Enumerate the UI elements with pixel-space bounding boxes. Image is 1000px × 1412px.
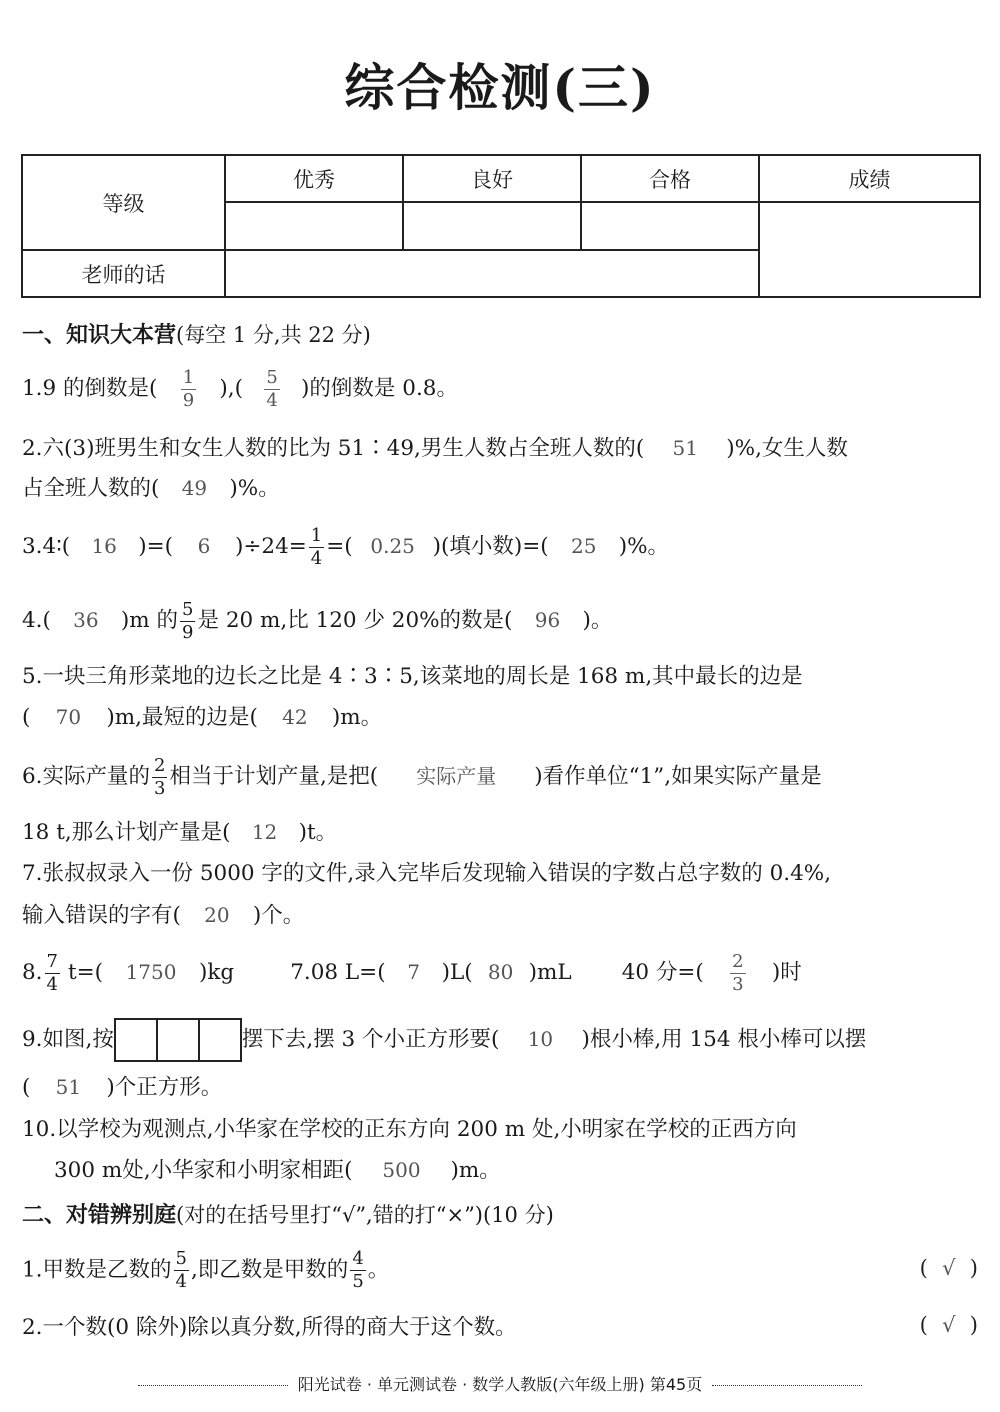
section-1-header: 一、知识大本营(每空 1 分,共 22 分)	[22, 322, 371, 348]
question-1: 1.9 的倒数是( $\frac{1}{9}$ ),( $\frac{5}{4}$ )的倒数是 0.8。	[22, 367, 458, 411]
question-8: 8. $\frac{7}{4}$ t=( 1750 )kg 7.08 L=( 7 )L( 80 )mL 40 分=( $\frac{2}{3}$ )时	[22, 950, 802, 995]
judge-2: 2.一个数(0 除外)除以真分数,所得的商大于这个数。	[22, 1315, 517, 1340]
grade-table	[21, 154, 981, 298]
question-6: 6.实际产量的 $\frac{2}{3}$ 相当于计划产量,是把( 实际产量 )看作单位“1”,如果实际产量是	[22, 754, 822, 799]
page-title: 综合检测(三)	[344, 58, 656, 117]
question-7: 7.张叔叔录入一份 5000 字的文件,录入完毕后发现输入错误的字数占总字数的 0.4%,	[22, 861, 832, 886]
section-2-header: 二、对错辨别庭(对的在括号里打“√”,错的打“×”)(10 分)	[22, 1202, 554, 1228]
question-2-line-2: 占全班人数的( 49 )%。	[22, 468, 982, 509]
judge-1-answer[interactable]: ( √ )	[919, 1256, 978, 1280]
square-sticks-figure	[114, 1018, 242, 1062]
score-header: 成绩	[759, 155, 980, 202]
good-header: 良好	[403, 155, 581, 202]
question-3: 3.4∶( 16 )=( 6 )÷24= $\frac{1}{4}$ =( 0.25 )(填小数)=( 25 )%。	[22, 524, 670, 569]
level-header: 等级	[22, 155, 225, 250]
question-5-line-2: ( 70 )m,最短的边是( 42 )m。	[22, 705, 383, 730]
pass-cell[interactable]	[581, 202, 759, 250]
question-6-line-2: 18 t,那么计划产量是( 12 )t。	[22, 820, 338, 845]
page-footer: 阳光试卷 · 单元测试卷 · 数学人教版(六年级上册) 第45页	[0, 1372, 1000, 1395]
question-5: 5.一块三角形菜地的边长之比是 4∶3∶5,该菜地的周长是 168 m,其中最长的边是	[22, 664, 803, 689]
question-7-line-2: 输入错误的字有( 20 )个。	[22, 903, 305, 928]
pass-header: 合格	[581, 155, 759, 202]
question-9: 9.如图,按 摆下去,摆 3 个小正方形要( 10 )根小棒,用 154 根小棒可以摆	[22, 1018, 982, 1062]
question-10-line-2: 300 m处,小华家和小明家相距( 500 )m。	[54, 1158, 501, 1183]
answer-blank: 51	[672, 436, 698, 460]
answer-blank: 49	[181, 476, 208, 500]
score-cell[interactable]	[759, 202, 980, 297]
teacher-comment-cell[interactable]	[225, 250, 759, 297]
question-2: 2.六(3)班男生和女生人数的比为 51∶49,男生人数占全班人数的( 51 )%,女生人数	[22, 428, 982, 469]
question-4: 4.( 36 )m 的 $\frac{5}{9}$ 是 20 m,比 120 少 20%的数是( 96 )。	[22, 598, 613, 643]
good-cell[interactable]	[403, 202, 581, 250]
excellent-cell[interactable]	[225, 202, 403, 250]
judge-1: 1.甲数是乙数的 $\frac{5}{4}$ ,即乙数是甲数的 $\frac{4}{5}$ 。	[22, 1248, 390, 1292]
teacher-header: 老师的话	[22, 250, 225, 297]
question-10: 10.以学校为观测点,小华家在学校的正东方向 200 m 处,小明家在学校的正西方向	[22, 1117, 797, 1142]
excellent-header: 优秀	[225, 155, 403, 202]
question-9-line-2: ( 51 )个正方形。	[22, 1075, 223, 1100]
judge-2-answer[interactable]: ( √ )	[919, 1313, 978, 1337]
